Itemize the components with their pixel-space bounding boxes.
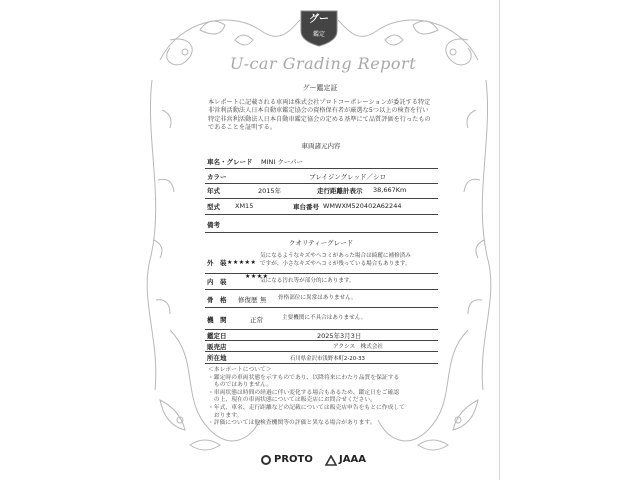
engine-label: 機 関 (207, 316, 227, 324)
model-label: 型式 (207, 203, 220, 211)
grade-value: MINI クーパー (261, 158, 304, 166)
row-remarks (205, 215, 438, 233)
row-grade (205, 154, 438, 169)
row-model-chassis (205, 198, 438, 215)
proto-brand-text: PROTO (274, 454, 313, 465)
shop-value: アクシス 株式会社 (333, 344, 384, 350)
row-exterior (205, 251, 438, 274)
color-label: カラー (207, 173, 227, 181)
exterior-label: 外 装 (207, 259, 227, 267)
document-subtitle: グー鑑定証 (302, 84, 338, 92)
interior-note: 気になる汚れ等が部分的にあります。 (260, 278, 355, 284)
repair-history-label: 修復歴 (238, 296, 258, 304)
logo-bottom-text: 鑑定 (312, 31, 325, 38)
logo-top-text: グー (309, 14, 329, 25)
grade-label: 車名・グレード (207, 158, 253, 166)
proto-logo-icon (261, 455, 271, 465)
shop-label: 販売店 (207, 343, 227, 351)
exterior-note-line-2: ですが、小さなキズやヘコミが残っている場合もあります。 (260, 261, 411, 267)
exterior-star-rating: ★★★★★ (227, 259, 257, 266)
note-line: ものではありません。 (208, 382, 273, 389)
report-title: U-car Grading Report (229, 54, 417, 73)
repair-history-value: 無 (260, 296, 267, 304)
row-frame (205, 290, 438, 308)
row-shop (205, 341, 438, 352)
frame-label: 骨 格 (207, 296, 227, 304)
row-engine (205, 309, 438, 330)
color-value: ブレイジングレッド／シロ (309, 173, 387, 181)
notes-heading: ＜本レポートについて＞ (208, 367, 272, 373)
note-line: おります。 (208, 412, 243, 419)
year-value: 2015年 (258, 187, 282, 195)
row-address (205, 352, 438, 364)
quality-section-title: クオリティーグレード (288, 239, 354, 247)
model-value: XM15 (235, 202, 254, 210)
interior-star-rating: ★★★★ (245, 273, 269, 280)
remarks-label: 備考 (207, 221, 220, 229)
grading-report-sheet (140, 0, 498, 480)
chassis-label: 車台番号 (293, 203, 319, 211)
chassis-value: WMWXM520402A62244 (323, 202, 402, 210)
note-line: の上、現在の車両状態については販売店にお問合せください。 (208, 397, 376, 404)
note-line: ・評価については他検査機関等の評価と異なる場合があります。 (208, 420, 376, 427)
interior-label: 内 装 (207, 278, 227, 286)
note-line: ・車両状態は時間の経過に伴い変化する場合もあるため、鑑定日をご確認 (208, 389, 400, 396)
engine-note: 主要機関に不具合はありません。 (282, 315, 367, 321)
row-year-mileage (205, 183, 438, 199)
report-notes (208, 367, 438, 428)
frame-note: 骨格部位に異常はありません。 (278, 295, 357, 301)
engine-value: 正常 (250, 316, 263, 324)
address-value: 石川県金沢市浅野本町2-20-33 (290, 356, 365, 362)
date-label: 鑑定日 (207, 332, 227, 340)
jaaa-brand-text: JAAA (339, 454, 366, 465)
mileage-label: 走行距離計表示 (317, 187, 363, 195)
intro-paragraph: 本レポートに記載される車両は株式会社プロトコーポレーションが委託する特定非営利活動法人日本自動車鑑定協会の資格保有者が厳選な5つ以上の検査を行い特定非営利活動法人日本自動車鑑定協会の定める基準にて品質評価を行ったものであることを証明する。 (208, 99, 431, 132)
row-appraisal-date (205, 330, 438, 341)
row-color (205, 169, 438, 184)
row-interior (205, 273, 438, 290)
note-line: ・鑑定時の車両状態を示すものであり、以降将来にわたり品質を保証する (208, 374, 400, 381)
date-value: 2025年3月3日 (317, 332, 362, 340)
note-line: ・年式、車名、走行距離などの記載については販売店申告をもとに作成して (208, 404, 405, 411)
jaaa-logo-icon (325, 455, 337, 466)
vehicle-section-title: 車両諸元内容 (301, 142, 341, 150)
year-label: 年式 (207, 187, 220, 195)
mileage-value: 38,667Km (373, 186, 407, 194)
exterior-note-line-1: 気になるようなキズやヘコミがあった場合は綺麗に補修済み (260, 253, 411, 259)
page-edge-rule (499, 0, 500, 480)
address-label: 所在地 (207, 354, 227, 362)
